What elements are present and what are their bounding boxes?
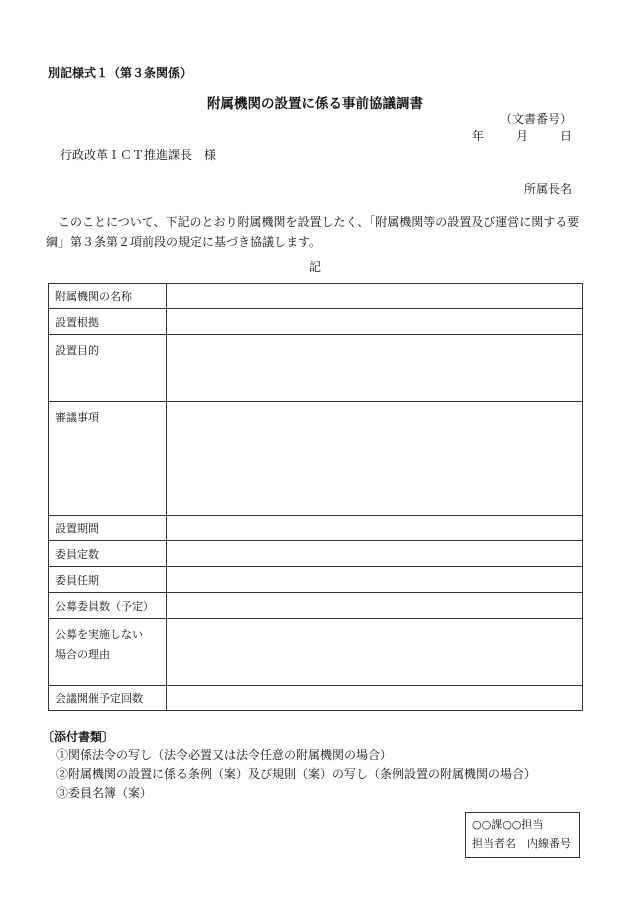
date-day: 日 xyxy=(559,129,572,143)
date-year: 年 xyxy=(471,129,484,143)
row-value[interactable] xyxy=(167,686,583,711)
table-row xyxy=(49,593,583,619)
row-label: 委員任期 xyxy=(49,567,167,593)
table-row xyxy=(49,619,583,686)
row-label: 設置根拠 xyxy=(49,309,167,335)
row-label: 公募委員数（予定） xyxy=(49,593,167,619)
table-row xyxy=(49,309,583,335)
row-label xyxy=(49,619,167,686)
date-line xyxy=(472,127,572,144)
table-row xyxy=(49,686,583,711)
details-table xyxy=(48,283,583,711)
row-label: 審議事項 xyxy=(49,402,167,516)
table-row xyxy=(49,284,583,309)
table-row xyxy=(49,335,583,402)
row-value[interactable] xyxy=(167,567,583,593)
attachments-heading: 〔添付書類〕 xyxy=(42,730,115,744)
row-value[interactable] xyxy=(167,402,583,516)
form-label: 別記様式１（第３条関係） xyxy=(48,66,193,80)
row-label: 設置期間 xyxy=(49,516,167,541)
row-value[interactable] xyxy=(167,309,583,335)
row-value[interactable] xyxy=(167,335,583,402)
row-label: 設置目的 xyxy=(49,335,167,402)
table-row xyxy=(49,402,583,516)
row-value[interactable] xyxy=(167,284,583,309)
attachment-item: ③委員名簿（案） xyxy=(56,786,153,800)
attachments-list xyxy=(56,746,536,803)
document-number: （文書番号） xyxy=(499,112,572,126)
attachment-item: ①関係法令の写し（法令必置又は法令任意の附属機関の場合） xyxy=(56,748,393,762)
date-month: 月 xyxy=(515,129,528,143)
row-label: 委員定数 xyxy=(49,541,167,567)
row-value[interactable] xyxy=(167,541,583,567)
table-row xyxy=(49,541,583,567)
row-label-line: 場合の理由 xyxy=(55,648,110,661)
row-label: 附属機関の名称 xyxy=(49,284,167,309)
contact-box xyxy=(465,812,580,858)
ki-heading: 記 xyxy=(308,260,321,274)
body-paragraph: このことについて、下記のとおり附属機関を設置したく、「附属機関等の設置及び運営に関する要綱」第３条第２項前段の規定に基づき協議します。 xyxy=(46,215,580,249)
table-row xyxy=(49,567,583,593)
row-value[interactable] xyxy=(167,593,583,619)
row-value[interactable] xyxy=(167,619,583,686)
row-value[interactable] xyxy=(167,516,583,541)
addressee: 行政改革ＩＣＴ推進課長 様 xyxy=(60,148,217,162)
document-title: 附属機関の設置に係る事前協議調書 xyxy=(207,96,423,112)
contact-person: 担当者名 内線番号 xyxy=(472,837,571,850)
row-label: 会議開催予定回数 xyxy=(49,686,167,711)
attachment-item: ②附属機関の設置に係る条例（案）及び規則（案）の写し（条例設置の附属機関の場合） xyxy=(56,767,537,781)
table-row xyxy=(49,516,583,541)
sender-name: 所属長名 xyxy=(523,182,572,196)
row-label-line: 公募を実施しない xyxy=(55,628,143,641)
contact-department: ○○課○○担当 xyxy=(472,818,544,831)
